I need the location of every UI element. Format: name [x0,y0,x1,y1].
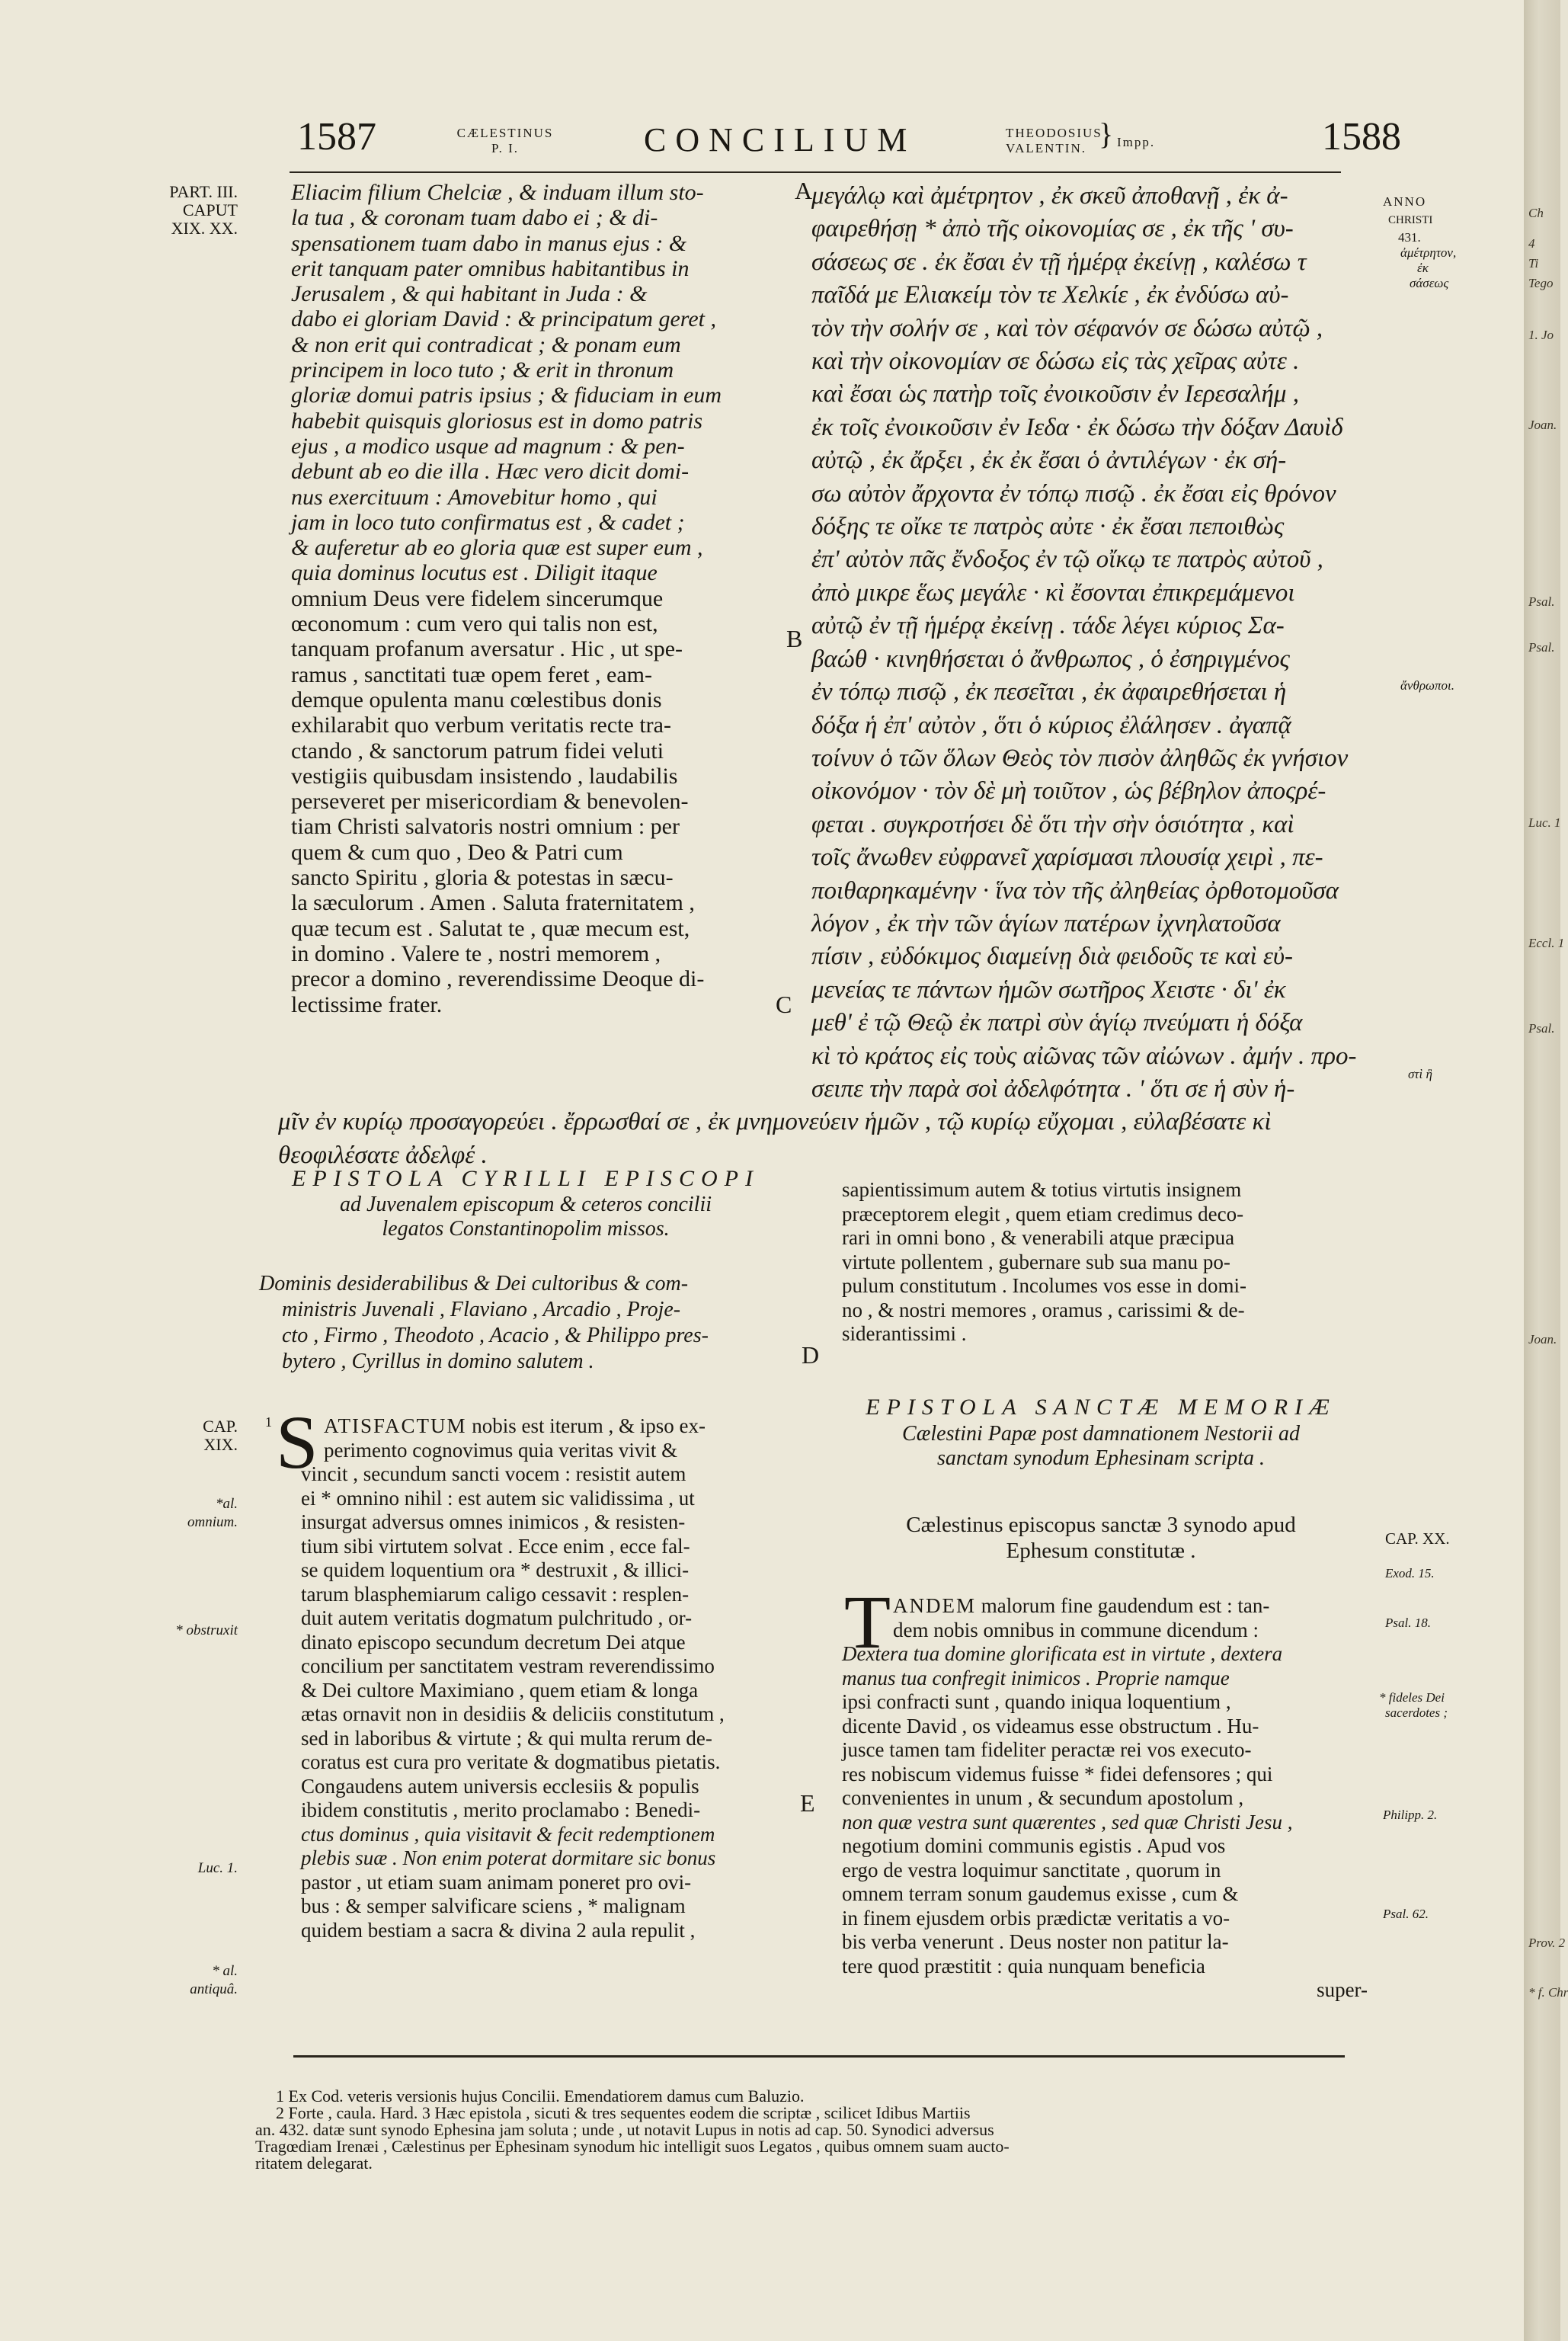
latin-upper-line: quem & cum quo , Deo & Patri cum [291,839,623,865]
margin-psal-62: Psal. 62. [1383,1907,1429,1921]
cyrilli-cont-line: sapientissimum autem & totius virtutis insignem [842,1178,1242,1201]
caelestini-body-line: bis verba venerunt . Deus noster non patitur la- [842,1930,1229,1953]
gutter-label: Ch [1528,206,1544,220]
epistola-caelestini-address: Cælestinus episcopus sanctæ 3 synodo apud Ephesum constitutæ . [906,1513,1296,1563]
greek-upper-line: λόγον , ἐκ τὴν τῶν ἁγίων πατέρων ἰχνηλατοῦσα [811,909,1281,937]
footnote-2-cont-b: Tragœdiam Irenæi , Cælestinus per Ephesinam synodum hic intelligit suos Legatos , quibus omnem suam aucto- [255,2137,1010,2156]
column-marker-b: B [786,625,803,652]
page-title: CONCILIUM [644,121,917,159]
margin-caput: CAPUT [182,200,238,219]
cyrilli-body-line: tarum blasphemiarum caligo cessavit : resplen- [301,1582,690,1606]
latin-upper-line: la sæculorum . Amen . Saluta fraternitatem , [291,890,695,916]
latin-upper-line: tiam Christi salvatoris nostri omnium : per [291,814,680,840]
latin-upper-line: habebit quisquis gloriosus est in domo patris [291,408,703,434]
caelestini-body-line: in finem ejusdem orbis prædictæ veritatis a vo- [842,1906,1230,1929]
caelestini-body-line: ipsi confracti sunt , quando iniqua loquentium , [842,1690,1231,1713]
latin-upper-line: tanquam profanum aversatur . Hic , ut spe- [291,636,683,662]
impp-label: Impp. [1117,135,1156,149]
margin-anthropoi: ἄνθρωποι. [1400,678,1454,693]
margin-sti: στὶ ἣ [1408,1067,1432,1081]
margin-cap-xix: CAP. XIX. [203,1417,238,1454]
left-page-number: 1587 [297,115,376,159]
caelestini-body-line: dicente David , os videamus esse obstructum . Hu- [842,1714,1259,1737]
latin-upper-line: ramus , sanctitati tuæ opem feret , eam- [291,661,653,687]
cyrilli-body-line: ctus dominus , quia visitavit & fecit redemptionem [301,1822,715,1846]
latin-upper-line: in domino . Valere te , nostri memorem , [291,940,661,966]
epistola-caelestini-body-cont [842,1642,1368,2003]
greek-upper-line: βαώθ · κινηθήσεται ὁ ἄνθρωπος , ὁ ἐσηριγμένος [811,645,1290,673]
footnote-2-cont-c: ritatem delegarat. [255,2154,373,2173]
margin-luc: Luc. 1. [197,1860,238,1876]
gutter-label: Tego [1528,276,1554,290]
margin-note-antiqua: * al. antiquâ. [190,1963,238,1997]
greek-upper-line: παῖδά με Ελιακείμ τὸν τε Χελκίε , ἐκ ἐνδύσω αὐ- [811,281,1289,309]
caelestini-body-line: Dextera tua domine glorificata est in virtute , dextera [842,1642,1283,1665]
cyrilli-body-line: bus : & semper salvificare sciens , * malignam [301,1894,686,1917]
latin-upper-line: nus exercituum : Amovebitur homo , qui [291,484,658,510]
latin-upper-line: jam in loco tuto confirmatus est , & cadet ; [291,509,685,535]
cyrilli-body-line: ibidem constitutis , merito proclamabo : Benedi- [301,1798,701,1821]
epistola-cyrilli-title: EPISTOLA CYRILLI EPISCOPI [292,1166,760,1191]
dropcap-s: S [276,1400,318,1484]
epistola-caelestini-body: ANDEM malorum fine gaudendum est : tan- dem nobis omnibus in commune dicendum : [893,1594,1270,1641]
latin-upper-line: œconomum : cum vero qui talis non est, [291,611,658,637]
caelestini-body-line: non quæ vestra sunt quærentes , sed quæ Christi Jesu , [842,1810,1293,1833]
greek-upper-line: τὸν τὴν σολήν σε , καὶ τὸν σέφανόν σε δώσω αὐτῷ , [811,314,1323,342]
greek-upper-line: μεγάλῳ καὶ ἀμέτρητον , ἐκ σκεῦ ἀποθανῇ , ἐκ ἀ- [811,182,1288,210]
dropcap-t: T [844,1580,891,1664]
cyrilli-cont-line: virtute pollentem , gubernare sub sua manu po- [842,1250,1230,1273]
greek-upper-line: θεοφιλέσατε ἀδελφέ . [278,1141,488,1169]
cyrilli-body-line: ætas ornavit non in desidiis & deliciis constitutum , [301,1702,725,1725]
cyrilli-body-line: insurgat adversus omnes inimicos , & resisten- [301,1510,686,1533]
footnote-ref-1: 1 [265,1414,272,1430]
gutter-label: Psal. [1528,594,1555,609]
caelestini-body-line: convenientes in unum , & secundum apostolum , [842,1786,1244,1809]
epistola-cyrilli-body-cont [301,1462,789,1942]
margin-christi: CHRISTI [1388,214,1433,226]
latin-upper-line: ctando , & sanctorum patrum fidei veluti [291,738,664,764]
header-rule [290,171,1341,173]
margin-greek-note-2: ἐκ [1417,261,1429,275]
cyrilli-cont-line: siderantissimi . [842,1322,967,1345]
margin-fideles-2: sacerdotes ; [1385,1705,1448,1720]
cyrilli-body-line: & Dei cultore Maximiano , quem etiam & longa [301,1678,699,1702]
caelestini-body-line: ergo de vestra loquimur sanctitate , quorum in [842,1858,1221,1881]
column-marker-d: D [802,1341,820,1369]
greek-upper-line: καὶ ἔσαι ὡς πατὴρ τοῖς ἐνοικοῦσιν ἐν Ιερεσαλήμ , [811,380,1299,408]
greek-upper-line: σω αὐτὸν ἄρχοντα ἐν τόπῳ πισῷ . ἐκ ἔσαι εἰς θρόνον [811,479,1336,508]
caelestini-body-line: negotium domini communis egistis . Apud vos [842,1834,1226,1857]
greek-upper-line: ἐκ τοῖς ἐνοικοῦσιν ἐν Ιεδα · ἐκ δώσω τὴν δόξαν Δαυὶδ [811,413,1343,441]
greek-upper-line: ἀπὸ μικρε ἕως μεγάλε · κὶ ἔσονται ἐπικρεμάμενοι [811,578,1295,607]
greek-upper-line: ἐπ' αὐτὸν πᾶς ἔνδοξος ἐν τῷ οἴκῳ τε πατρὸς αὐτοῦ , [811,546,1323,574]
caelestini-body-line: jusce tamen tam fideliter peractæ rei vos executo- [842,1738,1252,1761]
caelestini-body-line: omnem terram sonum gaudemus exisse , cum & [842,1882,1239,1905]
cyrilli-body-line: se quidem loquentium ora * destruxit , & illici- [301,1558,690,1581]
latin-upper-line: quia dominus locutus est . Diligit itaque [291,560,658,586]
cyrilli-body-line: dinato episcopo secundum decretum Dei atque [301,1630,686,1654]
footnote-rule [293,2055,1345,2058]
cyrilli-body-line: coratus est cura pro veritate & dogmatibus pietatis. [301,1750,721,1773]
latin-upper-line: precor a domino , reverendissime Deoque di- [291,966,705,992]
cyrilli-body-line: concilium per sanctitatem vestram reverendissimo [301,1654,715,1677]
cyrilli-body-line: ei * omnino nihil : est autem sic validissima , ut [301,1486,695,1510]
margin-cap-xx: CAP. XX. [1385,1529,1450,1548]
greek-upper-line: σειπε τὴν παρὰ σοὶ ἀδελφότητα . ' ὅτι σε ἡ σὺν ἡ- [811,1074,1295,1103]
latin-upper-line: lectissime frater. [291,991,443,1017]
gutter-label: Eccl. 1 [1528,936,1565,950]
margin-caput-num: XIX. XX. [171,219,238,238]
latin-upper-line: gloriæ domui patris ipsius ; & fiduciam in eum [291,383,722,408]
greek-upper-line: σάσεως σε . ἐκ ἔσαι ἐν τῇ ἡμέρᾳ ἐκείνῃ , καλέσω τ [811,248,1307,276]
gutter-label: Ti [1528,256,1539,271]
cyrilli-cont-line: rari in omni bono , & venerabili atque præcipua [842,1226,1235,1249]
greek-upper-line: ποιθαρηκαμένην · ἵνα τὸν τῆς ἀληθείας ὀρθοτομοῦσα [811,876,1339,905]
adjacent-page-edge [1524,0,1568,2341]
margin-psal-18: Psal. 18. [1385,1616,1431,1630]
caelestini-body-line: manus tua confregit inimicos . Proprie namque [842,1666,1230,1689]
greek-upper-line: ἐν τόπῳ πισῷ , ἐκ πεσεῖται , ἐκ ἀφαιρεθήσεται ἡ [811,678,1287,706]
footnote-1: 1 Ex Cod. veteris versionis hujus Concilii. Emendatiorem damus cum Baluzio. [276,2086,805,2106]
greek-upper-line: δόξα ἡ ἐπ' αὐτὸν , ὅτι ὁ κύριος ἐλάλησεν . ἀγαπᾷ [811,711,1291,739]
latin-upper-line: sancto Spiritu , gloria & potestas in sæcu- [291,865,674,891]
greek-upper-line: αὐτῷ , ἐκ ἄρξει , ἐκ ἐκ ἔσαι ὁ ἀντιλέγων · ἐκ σή- [811,447,1287,475]
left-running-head: CÆLESTINUS P. I. [456,126,554,155]
epistola-caelestini-title: EPISTOLA SANCTÆ MEMORIÆ [866,1395,1336,1420]
brace-glyph: } [1099,117,1115,151]
margin-year: 431. [1398,230,1421,245]
greek-upper-line: τοῖς ἄνωθεν εὐφρανεῖ χαρίσμασι πλουσίᾳ χειρὶ , πε- [811,844,1323,872]
latin-upper-line: demque opulenta manu cœlestibus donis [291,687,662,713]
gutter-label: Luc. 1 [1528,815,1561,830]
margin-greek-note-1: ἀμέτρητον, [1400,245,1457,260]
greek-upper-line: οἰκονόμον · τὸν δὲ μὴ τοιῦτον , ὡς βέβηλον ἀποςρέ- [811,777,1326,805]
greek-upper-line: αὐτῷ ἐν τῇ ἡμέρᾳ ἐκείνῃ . τάδε λέγει κύριος Σα- [811,612,1285,640]
cyrilli-body-line: vincit , secundum sancti vocem : resistit autem [301,1462,686,1485]
latin-upper-line: debunt ab eo die illa . Hæc vero dicit domi- [291,459,690,485]
greek-upper-line: κὶ τὸ κράτος εἰς τοὺς αἰῶνας τῶν αἰώνων . ἀμήν . προ- [811,1042,1357,1070]
gutter-label: * f. Chr [1528,1985,1568,2000]
greek-upper-line: καὶ τὴν οἰκονομίαν σε δώσω εἰς τὰς χεῖρας αὐτε . [811,347,1300,376]
epistola-cyrilli-subtitle: ad Juvenalem episcopum & ceteros concilii legatos Constantinopolim missos. [339,1193,712,1241]
margin-note-omnium: *al. omnium. [187,1496,238,1530]
gutter-label: Psal. [1528,640,1555,655]
right-running-head: THEODOSIUS VALENTIN. [1006,126,1102,155]
cyrilli-body-line: sed in laboribus & virtute ; & qui multa rerum de- [301,1726,712,1750]
cyrilli-body-line: tium sibi virtutem solvat . Ecce enim , ecce fal- [301,1534,690,1558]
greek-upper-line: μενείας τε πάντων ἡμῶν σωτῆρος Χειστε · δι' ἐκ [811,975,1286,1004]
cyrilli-cont-line: pulum constitutum . Incolumes vos esse in domi- [842,1274,1246,1297]
cyrilli-body-line: plebis suæ . Non enim poterat dormitare sic bonus [301,1846,716,1869]
caelestini-body-line: res nobiscum videmus fuisse * fidei defensores ; qui [842,1762,1273,1785]
gutter-label: Prov. 2 [1528,1936,1566,1950]
cyrilli-body-line: duit autem veritatis dogmatum pulchritudo , or- [301,1606,693,1629]
cyrilli-body-line: quidem bestiam a sacra & divina 2 aula repulit , [301,1918,696,1942]
greek-upper-line: φεται . συγκροτήσει δὲ ὅτι τὴν σὴν ὁσιότητα , καὶ [811,810,1294,838]
latin-upper-line: perseveret per misericordiam & benevolen- [291,789,689,815]
latin-text-upper [291,180,786,1017]
margin-fideles-1: * fideles Dei [1379,1690,1445,1705]
latin-upper-line: exhilarabit quo verbum veritatis recte tra- [291,713,671,738]
footnote-2: 2 Forte , caula. Hard. 3 Hæc epistola , sicuti & tres sequentes eodem die scriptæ , scilicet Idibus Martiis [276,2103,971,2122]
gutter-label: 1. Jo [1528,328,1554,342]
margin-exod: Exod. 15. [1385,1566,1435,1580]
caelestini-body-line: super- [1317,1978,1368,2001]
latin-upper-line: Jerusalem , & qui habitant in Juda : & [291,281,648,307]
epistola-cyrilli-continuation [842,1178,1368,1347]
greek-upper-line: μεθ' ἐ τῷ Θεῷ ἐκ πατρὶ σὺν ἁγίῳ πνεύματι ἡ δόξα [811,1009,1303,1037]
column-marker-c: C [776,991,792,1018]
cyrilli-body-line: Congaudens autem universis ecclesiis & populis [301,1774,699,1798]
latin-upper-line: quæ tecum est . Salutat te , quæ mecum est, [291,915,690,941]
right-page-number: 1588 [1322,115,1401,159]
latin-upper-line: la tua , & coronam tuam dabo ei ; & di- [291,205,658,231]
margin-part: PART. III. [169,182,238,201]
caelestini-body-line: tere quod præstitit : quia nunquam beneficia [842,1954,1205,1978]
greek-upper-line: μῖν ἐν κυρίῳ προσαγορεύει . ἔρρωσθαί σε , ἐκ μνημονεύειν ἡμῶν , τῷ κυρίῳ εὔχομαι , εὐλαβέσατε κὶ [278,1108,1272,1136]
gutter-label: 4 [1528,236,1535,251]
greek-upper-line: δόξης τε οἴκε τε πατρὸς αὐτε · ἐκ ἔσαι πεποιθὼς [811,513,1285,541]
epistola-cyrilli-salutation: Dominis desiderabilibus & Dei cultoribus & com- ministris Juvenali , Flaviano , Arcadio , Proje- cto , Firmo , Theodoto , Acacio , & Philippo pres- bytero , Cyrillus in domino salutem . [259,1272,709,1373]
latin-upper-line: principem in loco tuto ; & erit in thronum [291,357,674,383]
latin-upper-line: & auferetur ab eo gloria quæ est super eum , [291,535,703,561]
margin-note-obstruxit: * obstruxit [175,1622,238,1638]
latin-upper-line: omnium Deus vere fidelem sincerumque [291,585,664,611]
margin-greek-note-3: σάσεως [1410,276,1449,290]
footnote-2-cont-a: an. 432. datæ sunt synodo Ephesina jam soluta ; unde , ut notavit Lupus in notis ad cap. 50. Synodici adversus [255,2120,994,2139]
greek-upper-line: πίσιν , εὐδόκιμος διαμείνῃ διὰ φειδοῦς τε καὶ εὐ- [811,943,1293,971]
cyrilli-cont-line: præceptorem elegit , quem etiam credimus deco- [842,1202,1244,1225]
greek-upper-line: τοίνυν ὁ τῶν ὅλων Θεὸς τὸν πισὸν ἀληθῶς ἐκ γνήσιον [811,744,1349,772]
column-marker-e: E [800,1789,815,1817]
latin-upper-line: erit tanquam pater omnibus habitantibus in [291,255,690,281]
cyrilli-cont-line: no , & nostri memores , oramus , carissimi & de- [842,1298,1245,1321]
gutter-label: Joan. [1528,418,1557,432]
margin-philipp: Philipp. 2. [1383,1808,1438,1822]
gutter-label: Joan. [1528,1332,1557,1347]
latin-upper-line: vestigiis quibusdam insistendo , laudabilis [291,763,678,789]
latin-upper-line: ejus , a modico usque ad magnum : & pen- [291,433,685,459]
latin-upper-line: dabo ei gloriam David : & principatum geret , [291,306,716,332]
latin-upper-line: & non erit qui contradicat ; & ponam eum [291,331,681,357]
epistola-cyrilli-body: ATISFACTUM nobis est iterum , & ipso ex- perimento cognovimus quia veritas vivit & [324,1414,706,1462]
latin-upper-line: Eliacim filium Chelciæ , & induam illum sto- [291,180,704,205]
epistola-caelestini-subtitle: Cælestini Papæ post damnationem Nestorii ad sanctam synodum Ephesinam scripta . [902,1422,1300,1470]
gutter-label: Psal. [1528,1021,1555,1036]
margin-anno: ANNO [1383,194,1427,209]
latin-upper-line: spensationem tuam dabo in manus ejus : & [291,230,687,256]
column-marker-a: A [795,177,813,204]
cyrilli-body-line: pastor , ut etiam suam animam poneret pro ovi- [301,1870,692,1894]
greek-upper-line: φαιρεθήσῃ * ἀπὸ τῆς οἰκονομίας σε , ἐκ τῆς ' συ- [811,215,1294,243]
